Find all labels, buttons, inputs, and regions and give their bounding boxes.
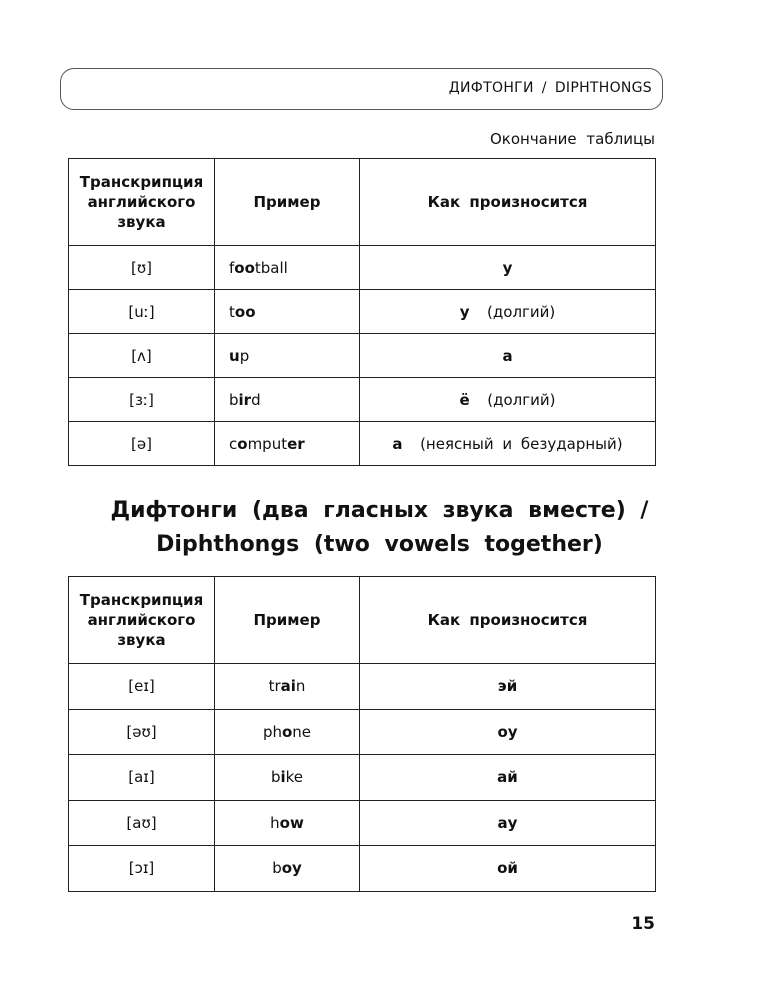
example-highlight: oo — [234, 258, 255, 277]
pronunciation-cell — [360, 334, 656, 378]
pronunciation-cell — [360, 846, 656, 892]
section-heading-line-2: Diphthongs (two vowels together) — [156, 532, 603, 557]
pronunciation-note: (долгий) — [487, 390, 556, 409]
pronunciation-cell — [360, 246, 656, 290]
example-cell — [215, 422, 360, 466]
example-text: d — [251, 390, 261, 409]
example-text: n — [295, 677, 306, 696]
section-heading — [0, 494, 759, 562]
pronunciation-sound: у — [459, 302, 470, 321]
example-cell — [215, 755, 360, 801]
pronunciation-sound: оу — [497, 722, 518, 741]
example-text: b — [272, 859, 282, 878]
section-heading-line-1: Дифтонги (два гласных звука вместе) / — [110, 498, 649, 523]
pronunciation-note: (долгий) — [487, 302, 556, 321]
header-title-en: DIPHTHONGS — [554, 80, 652, 96]
table-caption: Окончание таблицы — [489, 130, 655, 148]
example-cell — [215, 800, 360, 846]
pronunciation-sound: а — [502, 346, 513, 365]
transcription-cell: [uː] — [69, 290, 215, 334]
table-row — [69, 709, 656, 755]
pronunciation-cell — [360, 800, 656, 846]
pronunciation-note: (неясный и безударный) — [420, 434, 623, 453]
example-highlight: ai — [280, 677, 296, 696]
table-header-row — [69, 577, 656, 664]
table-row — [69, 664, 656, 710]
pronunciation-sound: у — [502, 258, 513, 277]
column-header-pronunciation: Как произносится — [360, 159, 656, 246]
column-header-example: Пример — [215, 577, 360, 664]
example-text: b — [270, 768, 281, 787]
example-text: b — [229, 390, 239, 409]
page-number: 15 — [631, 914, 655, 934]
example-cell — [215, 709, 360, 755]
example-cell — [215, 378, 360, 422]
table-row — [69, 246, 656, 290]
example-cell — [215, 290, 360, 334]
table-header-row — [69, 159, 656, 246]
header-title-ru: ДИФТОНГИ — [448, 80, 534, 96]
transcription-cell: [ɜː] — [69, 378, 215, 422]
transcription-cell: [ʌ] — [69, 334, 215, 378]
example-text: c — [229, 434, 238, 453]
column-header-transcription: Транскрипция английского звука — [69, 577, 215, 664]
vowels-table — [68, 158, 656, 466]
example-text: ne — [292, 722, 312, 741]
example-highlight: oo — [234, 302, 256, 321]
example-highlight: u — [229, 346, 240, 365]
example-text: p — [239, 346, 250, 365]
table-row — [69, 846, 656, 892]
pronunciation-cell — [360, 378, 656, 422]
transcription-cell: [ɔɪ] — [69, 846, 215, 892]
example-text: t — [229, 302, 235, 321]
pronunciation-sound: ё — [459, 390, 470, 409]
pronunciation-sound: эй — [497, 677, 518, 696]
diphthongs-table — [68, 576, 656, 892]
table-row — [69, 800, 656, 846]
pronunciation-cell — [360, 664, 656, 710]
example-text: h — [270, 813, 280, 832]
example-cell — [215, 334, 360, 378]
example-text: mput — [247, 434, 288, 453]
transcription-cell: [aʊ] — [69, 800, 215, 846]
example-highlight: i — [280, 768, 286, 787]
example-cell — [215, 846, 360, 892]
transcription-cell: [ə] — [69, 422, 215, 466]
table-row — [69, 755, 656, 801]
example-text: f — [229, 258, 235, 277]
example-highlight: er — [287, 434, 305, 453]
column-header-pronunciation: Как произносится — [360, 577, 656, 664]
column-header-example: Пример — [215, 159, 360, 246]
header-text — [449, 80, 652, 96]
column-header-transcription: Транскрипция английского звука — [69, 159, 215, 246]
running-header — [60, 68, 663, 110]
example-highlight: ir — [238, 390, 252, 409]
pronunciation-cell — [360, 755, 656, 801]
pronunciation-cell — [360, 709, 656, 755]
example-highlight: oy — [281, 859, 302, 878]
table-row — [69, 378, 656, 422]
example-cell — [215, 664, 360, 710]
transcription-cell: [əʊ] — [69, 709, 215, 755]
pronunciation-sound: ой — [497, 859, 518, 878]
transcription-cell: [eɪ] — [69, 664, 215, 710]
example-cell — [215, 246, 360, 290]
example-highlight: o — [237, 434, 248, 453]
example-text: ph — [262, 722, 282, 741]
example-text: tr — [268, 677, 281, 696]
transcription-cell: [aɪ] — [69, 755, 215, 801]
example-highlight: ow — [279, 813, 304, 832]
table-row — [69, 334, 656, 378]
example-highlight: o — [281, 722, 293, 741]
table-row — [69, 422, 656, 466]
pronunciation-sound: ай — [497, 768, 518, 787]
example-text: tball — [254, 258, 288, 277]
transcription-cell: [ʊ] — [69, 246, 215, 290]
pronunciation-sound: ау — [497, 813, 518, 832]
table-row — [69, 290, 656, 334]
example-text: ke — [285, 768, 304, 787]
pronunciation-sound: а — [392, 434, 403, 453]
pronunciation-cell — [360, 290, 656, 334]
header-separator: / — [541, 80, 547, 96]
pronunciation-cell — [360, 422, 656, 466]
